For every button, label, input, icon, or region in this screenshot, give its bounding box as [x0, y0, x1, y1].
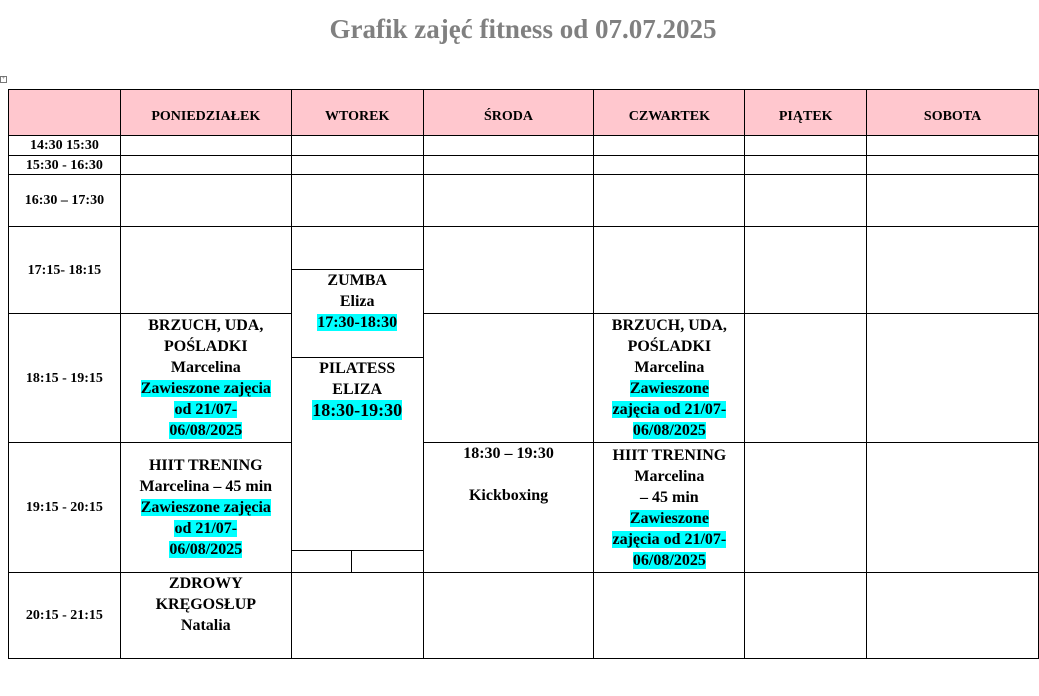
- suspension-note: Zawieszone zajęcia: [140, 380, 271, 397]
- suspension-note: Zawieszone: [629, 380, 709, 397]
- header-day-saturday: SOBOTA: [867, 90, 1039, 136]
- suspension-note: zajęcia od 21/07-: [612, 530, 727, 548]
- class-cell-hiit-thursday: [594, 443, 745, 573]
- table-row: [9, 156, 1039, 175]
- table-row: [9, 573, 1039, 659]
- header-day-wednesday: ŚRODA: [423, 90, 594, 136]
- table-row: [9, 227, 1039, 270]
- class-cell-kickboxing: [423, 443, 594, 573]
- header-day-thursday: CZWARTEK: [594, 90, 745, 136]
- class-cell-pilates: [291, 358, 423, 573]
- class-name: HIIT TRENING: [612, 446, 727, 464]
- time-slot: 16:30 – 17:30: [9, 175, 121, 227]
- time-slot: 14:30 15:30: [9, 136, 121, 156]
- suspension-note: 06/08/2025: [169, 541, 243, 558]
- class-duration: – 45 min: [640, 488, 699, 506]
- suspension-note: zajęcia od 21/07-: [612, 401, 727, 418]
- page-title: Grafik zajęć fitness od 07.07.2025: [329, 14, 717, 44]
- time-slot: 15:30 - 16:30: [9, 156, 121, 175]
- class-instructor: Marcelina – 45 min: [139, 478, 273, 495]
- class-name: KRĘGOSŁUP: [155, 596, 257, 613]
- class-name: BRZUCH, UDA,: [148, 317, 264, 334]
- cell-divider: [292, 550, 423, 572]
- header-row: [9, 90, 1039, 136]
- suspension-note: 06/08/2025: [632, 422, 706, 439]
- class-name: POŚLADKI: [164, 338, 248, 355]
- suspension-note: od 21/07-: [174, 401, 238, 418]
- class-cell-zumba: [291, 270, 423, 358]
- schedule-table: [8, 89, 1039, 659]
- class-instructor: Eliza: [339, 293, 375, 310]
- class-name: BRZUCH, UDA,: [611, 317, 727, 334]
- table-move-handle-icon[interactable]: +: [1, 76, 6, 82]
- class-instructor: Marcelina: [170, 359, 241, 376]
- class-cell-hiit-monday: [120, 443, 291, 573]
- class-instructor: Marcelina: [634, 467, 705, 485]
- table-row: [9, 175, 1039, 227]
- class-instructor: Marcelina: [634, 359, 705, 376]
- suspension-note: 06/08/2025: [169, 422, 243, 439]
- class-name: PILATESS: [319, 360, 396, 377]
- class-instructor: Natalia: [180, 617, 231, 634]
- header-day-monday: PONIEDZIAŁEK: [120, 90, 291, 136]
- suspension-note: 06/08/2025: [632, 551, 706, 569]
- suspension-note: Zawieszone: [629, 509, 709, 527]
- time-slot: 19:15 - 20:15: [9, 443, 121, 573]
- time-slot: 20:15 - 21:15: [9, 573, 121, 659]
- class-name: POŚLADKI: [627, 338, 712, 355]
- header-corner: [9, 90, 121, 136]
- class-cell-brzuch-thursday: [594, 314, 745, 443]
- time-slot: 18:15 - 19:15: [9, 314, 121, 443]
- suspension-note: od 21/07-: [174, 520, 238, 537]
- class-name: ZUMBA: [327, 272, 387, 289]
- class-name: HIIT TRENING: [148, 457, 263, 474]
- table-row: [9, 314, 1039, 358]
- table-row: [9, 136, 1039, 156]
- header-day-tuesday: WTOREK: [291, 90, 423, 136]
- class-hours: 18:30-19:30: [312, 400, 403, 420]
- time-slot: 17:15- 18:15: [9, 227, 121, 314]
- class-hours: 17:30-18:30: [317, 314, 398, 331]
- class-name: ZDROWY: [168, 575, 243, 592]
- class-cell-zdrowy-kregoslup: [120, 573, 291, 659]
- class-cell-brzuch-monday: [120, 314, 291, 443]
- table-row: [9, 443, 1039, 573]
- class-name: Kickboxing: [468, 487, 549, 504]
- class-instructor: ELIZA: [332, 381, 383, 398]
- class-hours: 18:30 – 19:30: [463, 445, 554, 462]
- suspension-note: Zawieszone zajęcia: [140, 499, 271, 516]
- header-day-friday: PIĄTEK: [745, 90, 867, 136]
